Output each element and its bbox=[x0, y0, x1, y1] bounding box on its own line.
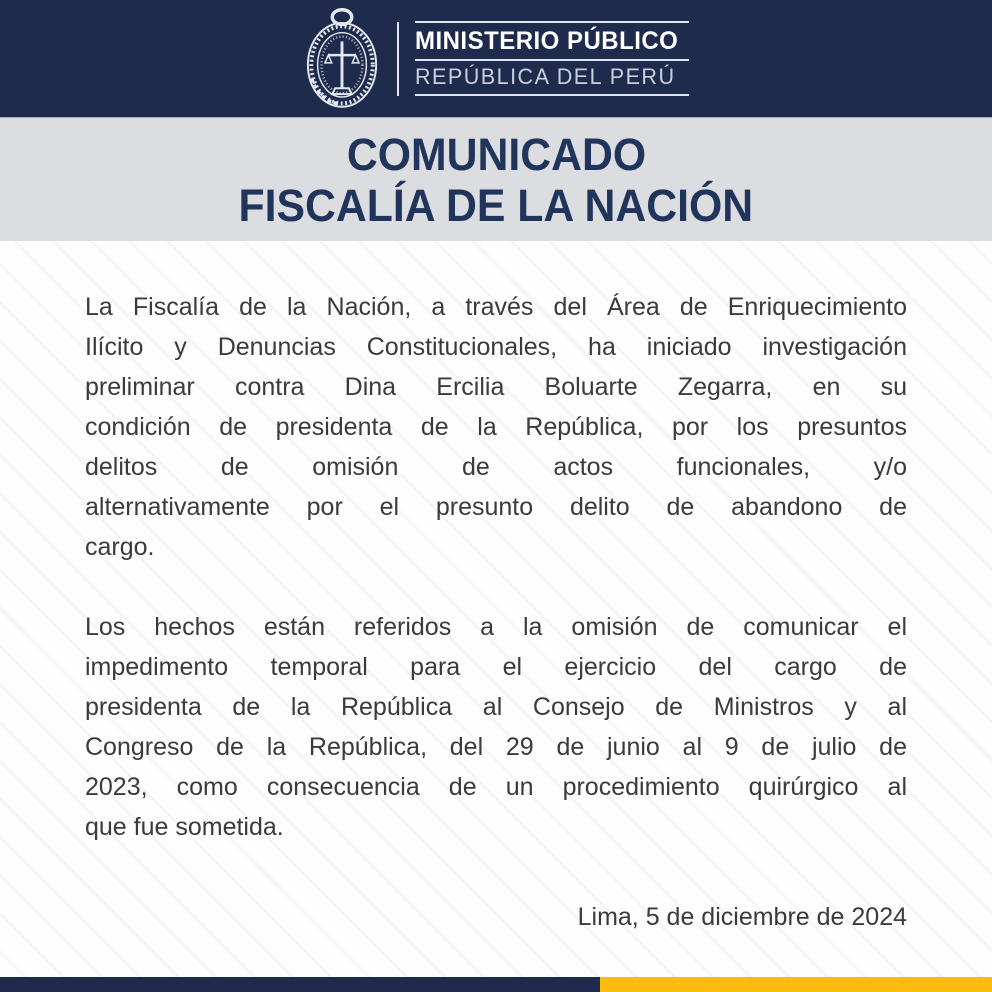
header bbox=[0, 0, 992, 118]
paragraph bbox=[85, 607, 907, 847]
footer-gold-bar bbox=[600, 977, 992, 992]
org-subtitle: REPÚBLICA DEL PERÚ bbox=[414, 64, 676, 89]
paragraph-line: Los hechos están referidos a la omisión de comunicar el bbox=[85, 613, 907, 641]
paragraph-line: Congreso de la República, del 29 de junio al 9 de julio de bbox=[85, 733, 907, 761]
brand-text bbox=[415, 21, 689, 96]
dateline: Lima, 5 de diciembre de 2024 bbox=[577, 903, 907, 931]
brand-rule-top bbox=[415, 21, 689, 23]
paragraph-line: cargo. bbox=[85, 533, 155, 561]
paragraph bbox=[85, 287, 907, 567]
paragraph-line: La Fiscalía de la Nación, a través del Área de Enriquecimiento bbox=[85, 293, 907, 321]
org-name: MINISTERIO PÚBLICO bbox=[414, 27, 679, 55]
paragraph-line: impedimento temporal para el ejercicio del cargo de bbox=[85, 653, 907, 681]
paragraph-line: Ilícito y Denuncias Constitucionales, ha iniciado investigación bbox=[85, 333, 907, 361]
footer-navy-bar bbox=[0, 977, 600, 992]
body bbox=[0, 241, 992, 937]
brand-rule-bottom bbox=[415, 94, 689, 96]
title-band bbox=[0, 118, 992, 241]
body-paragraphs bbox=[85, 287, 907, 847]
paragraph-line: 2023, como consecuencia de un procedimiento quirúrgico al bbox=[85, 773, 907, 801]
communique-title-text: COMUNICADO bbox=[346, 128, 646, 180]
communique-title bbox=[0, 129, 992, 180]
paragraph-line: preliminar contra Dina Ercilia Boluarte Zegarra, en su bbox=[85, 373, 907, 401]
footer-bars bbox=[0, 977, 992, 992]
paragraph-line: presidenta de la República al Consejo de Ministros y al bbox=[85, 693, 907, 721]
paragraph-line: que fue sometida. bbox=[85, 813, 284, 841]
paragraph-line: alternativamente por el presunto delito de abandono de bbox=[85, 493, 907, 521]
paragraph-line: delitos de omisión de actos funcionales, y/o bbox=[85, 453, 907, 481]
brand-rule-mid bbox=[415, 59, 689, 61]
paragraph-line: condición de presidenta de la República, por los presuntos bbox=[85, 413, 907, 441]
ministerio-publico-seal-icon bbox=[303, 6, 381, 112]
communique-subtitle-text: FISCALÍA DE LA NACIÓN bbox=[238, 179, 754, 231]
header-divider bbox=[397, 22, 399, 96]
communique-subtitle bbox=[0, 180, 992, 231]
brand-lockup bbox=[303, 6, 689, 112]
